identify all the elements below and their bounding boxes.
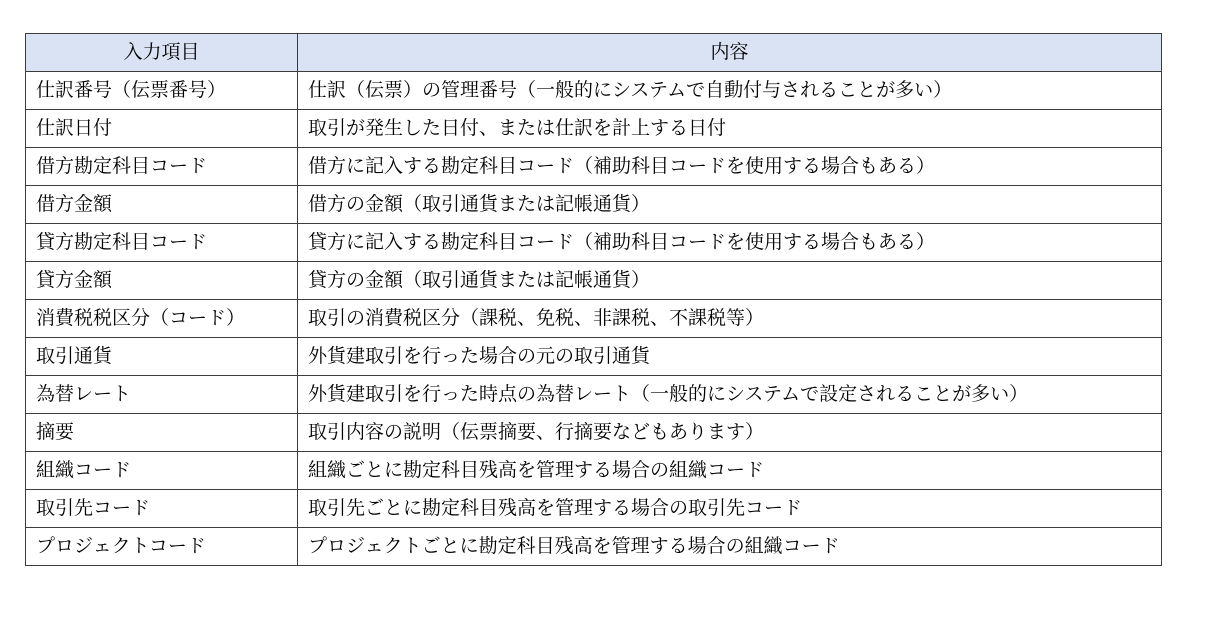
- field-description-cell: 取引先ごとに勘定科目残高を管理する場合の取引先コード: [298, 490, 1162, 528]
- field-name-cell: 取引通貨: [26, 338, 298, 376]
- field-name-cell: 為替レート: [26, 376, 298, 414]
- field-description-cell: 外貨建取引を行った時点の為替レート（一般的にシステムで設定されることが多い）: [298, 376, 1162, 414]
- table-row: [26, 490, 1162, 528]
- table-body: [26, 72, 1162, 566]
- field-name-cell: プロジェクトコード: [26, 528, 298, 566]
- field-name-cell: 取引先コード: [26, 490, 298, 528]
- field-name-cell: 仕訳日付: [26, 110, 298, 148]
- field-name-cell: 消費税税区分（コード）: [26, 300, 298, 338]
- field-description-cell: 取引の消費税区分（課税、免税、非課税、不課税等）: [298, 300, 1162, 338]
- field-name-cell: 借方勘定科目コード: [26, 148, 298, 186]
- table-header-row: [26, 34, 1162, 72]
- field-description-cell: 仕訳（伝票）の管理番号（一般的にシステムで自動付与されることが多い）: [298, 72, 1162, 110]
- field-description-cell: 取引内容の説明（伝票摘要、行摘要などもあります）: [298, 414, 1162, 452]
- journal-fields-table: [25, 33, 1162, 566]
- field-description-cell: 貸方の金額（取引通貨または記帳通貨）: [298, 262, 1162, 300]
- table-row: [26, 528, 1162, 566]
- table-row: [26, 72, 1162, 110]
- table-row: [26, 452, 1162, 490]
- field-description-cell: プロジェクトごとに勘定科目残高を管理する場合の組織コード: [298, 528, 1162, 566]
- table-row: [26, 224, 1162, 262]
- field-name-cell: 摘要: [26, 414, 298, 452]
- table-row: [26, 262, 1162, 300]
- table-row: [26, 376, 1162, 414]
- table-row: [26, 110, 1162, 148]
- table-row: [26, 186, 1162, 224]
- field-description-cell: 組織ごとに勘定科目残高を管理する場合の組織コード: [298, 452, 1162, 490]
- table-row: [26, 338, 1162, 376]
- field-name-cell: 組織コード: [26, 452, 298, 490]
- field-name-cell: 貸方勘定科目コード: [26, 224, 298, 262]
- field-name-cell: 借方金額: [26, 186, 298, 224]
- field-description-cell: 借方の金額（取引通貨または記帳通貨）: [298, 186, 1162, 224]
- journal-fields-table-container: [25, 33, 1162, 566]
- header-input-item: 入力項目: [26, 34, 298, 72]
- table-row: [26, 414, 1162, 452]
- field-description-cell: 借方に記入する勘定科目コード（補助科目コードを使用する場合もある）: [298, 148, 1162, 186]
- header-content: 内容: [298, 34, 1162, 72]
- field-description-cell: 取引が発生した日付、または仕訳を計上する日付: [298, 110, 1162, 148]
- table-row: [26, 148, 1162, 186]
- field-description-cell: 貸方に記入する勘定科目コード（補助科目コードを使用する場合もある）: [298, 224, 1162, 262]
- field-name-cell: 仕訳番号（伝票番号）: [26, 72, 298, 110]
- field-description-cell: 外貨建取引を行った場合の元の取引通貨: [298, 338, 1162, 376]
- field-name-cell: 貸方金額: [26, 262, 298, 300]
- table-row: [26, 300, 1162, 338]
